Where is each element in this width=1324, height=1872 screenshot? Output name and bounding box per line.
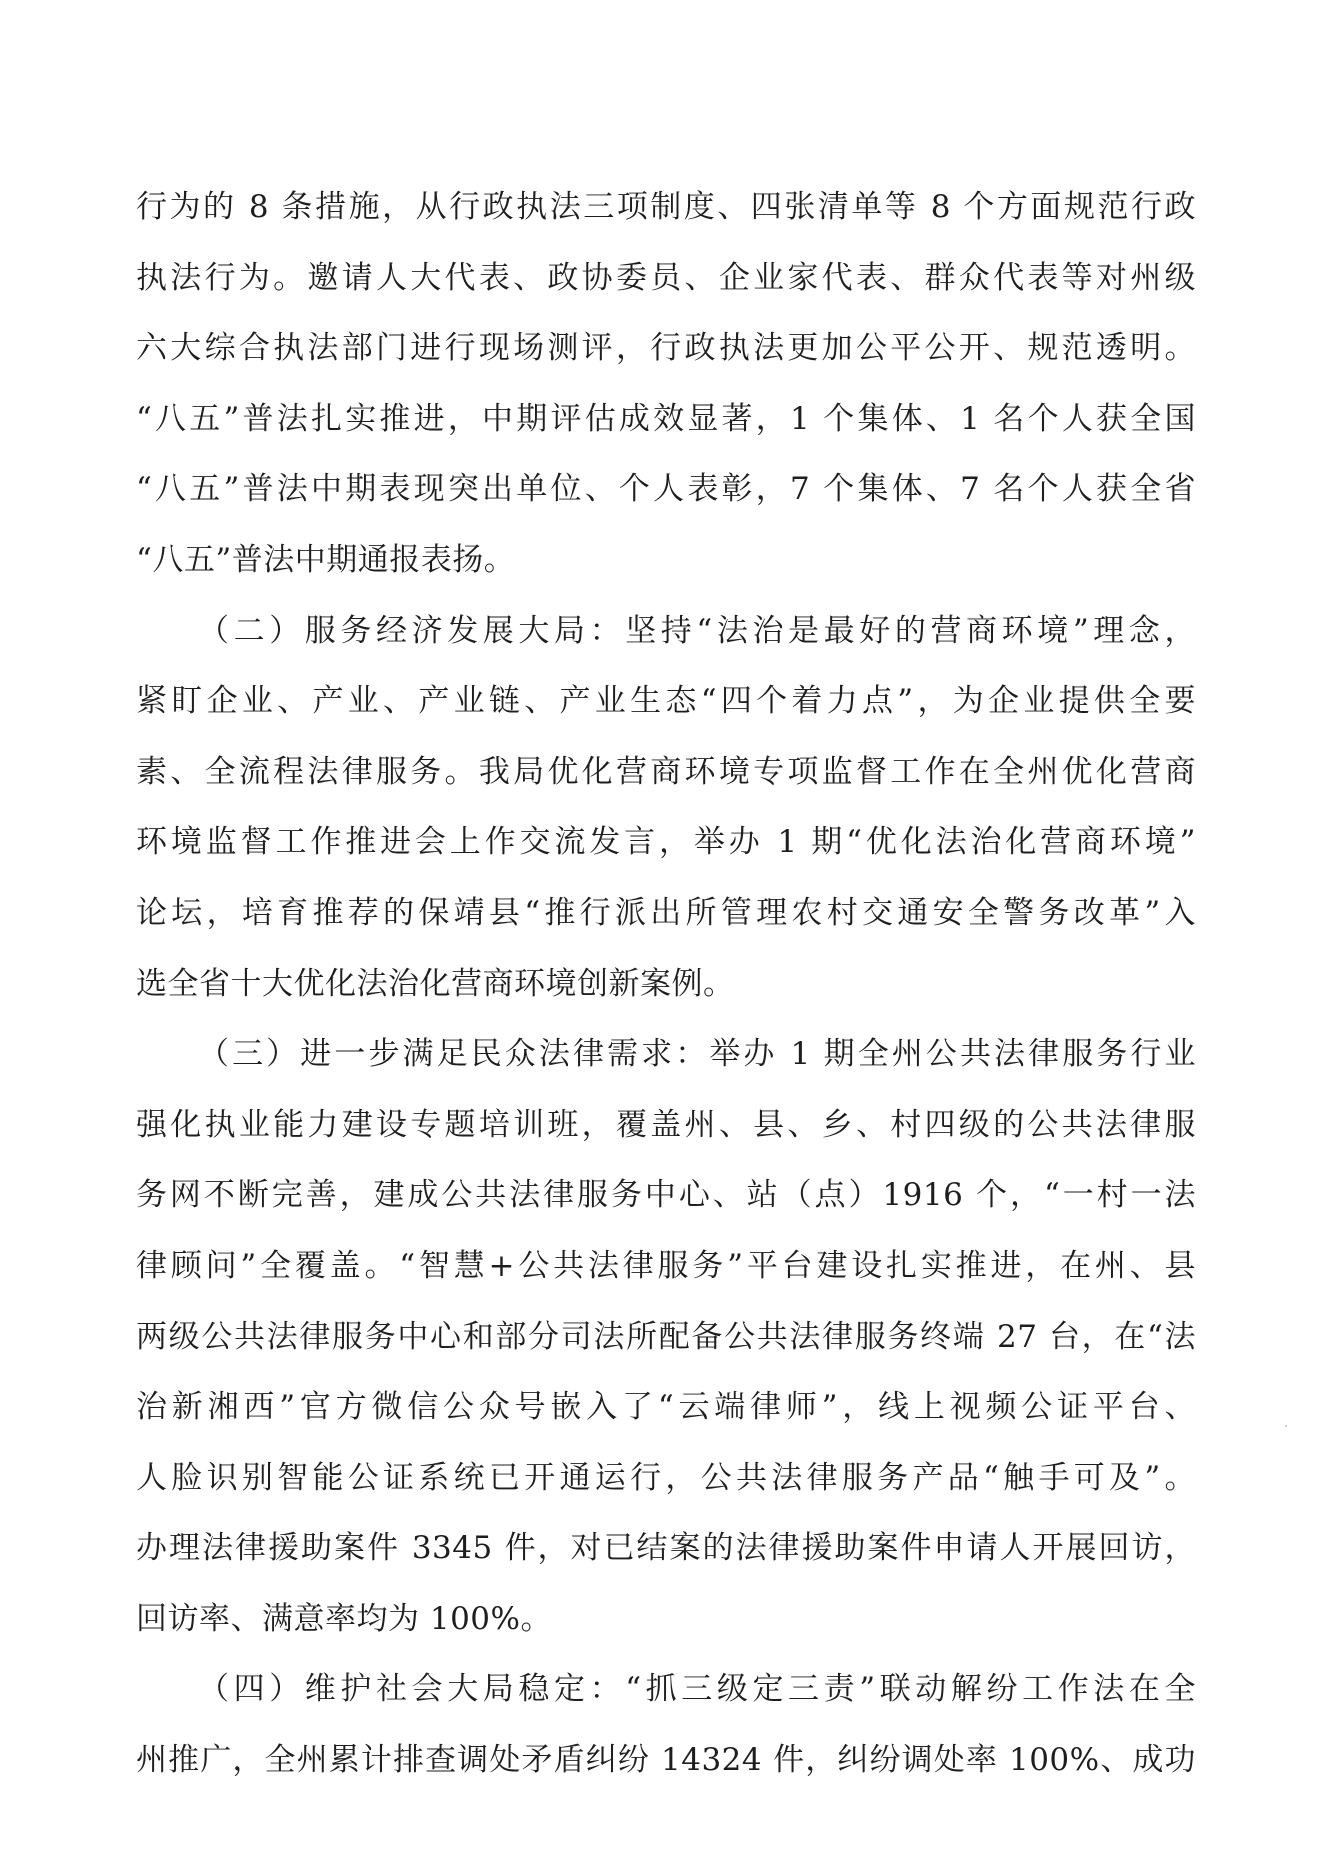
text-line: 论坛，培育推荐的保靖县“推行派出所管理农村交通安全警务改革”入 <box>136 894 1196 931</box>
text-line: 行为的 8 条措施，从行政执法三项制度、四张清单等 8 个方面规范行政 <box>136 189 1196 225</box>
text-line: 治新湘西”官方微信公众号嵌入了“云端律师”，线上视频公证平台、 <box>136 1389 1196 1426</box>
body-text <box>136 172 1196 1796</box>
text-line: 两级公共法律服务中心和部分司法所配备公共法律服务终端 27 台，在“法 <box>136 1318 1196 1355</box>
text-line: “八五”普法扎实推进，中期评估成效显著，1 个集体、1 名个人获全国 <box>136 400 1196 437</box>
text-line: 回访率、满意率均为 100%。 <box>136 1600 552 1637</box>
text-line: “八五”普法中期表现突出单位、个人表彰，7 个集体、7 名个人获全省 <box>136 471 1196 508</box>
text-line: 六大综合执法部门进行现场测评，行政执法更加公平公开、规范透明。 <box>136 330 1196 367</box>
scan-speck <box>1285 1425 1287 1427</box>
text-line: （四）维护社会大局稳定：“抓三级定三责”联动解纷工作法在全 <box>198 1671 1196 1708</box>
text-line: 执法行为。邀请人大代表、政协委员、企业家代表、群众代表等对州级 <box>136 259 1196 296</box>
text-line: 环境监督工作推进会上作交流发言，举办 1 期“优化法治化营商环境” <box>136 824 1196 861</box>
text-line: （二）服务经济发展大局：坚持“法治是最好的营商环境”理念， <box>198 612 1196 649</box>
text-line: 强化执业能力建设专题培训班，覆盖州、县、乡、村四级的公共法律服 <box>136 1106 1196 1143</box>
text-line: 律顾问”全覆盖。“智慧+公共法律服务”平台建设扎实推进，在州、县 <box>136 1247 1196 1284</box>
text-line: 办理法律援助案件 3345 件，对已结案的法律援助案件申请人开展回访， <box>136 1530 1196 1567</box>
text-line: 选全省十大优化法治化营商环境创新案例。 <box>136 965 735 1002</box>
text-line: 紧盯企业、产业、产业链、产业生态“四个着力点”，为企业提供全要 <box>136 683 1196 720</box>
text-line: 州推广，全州累计排查调处矛盾纠纷 14324 件，纠纷调处率 100%、成功 <box>136 1742 1196 1779</box>
text-line: 务网不断完善，建成公共法律服务中心、站（点）1916 个，“一村一法 <box>136 1177 1196 1214</box>
text-line: “八五”普法中期通报表扬。 <box>136 541 516 578</box>
text-line: （三）进一步满足民众法律需求：举办 1 期全州公共法律服务行业 <box>198 1036 1196 1073</box>
text-line: 人脸识别智能公证系统已开通运行，公共法律服务产品“触手可及”。 <box>136 1459 1196 1496</box>
text-line: 素、全流程法律服务。我局优化营商环境专项监督工作在全州优化营商 <box>136 753 1196 790</box>
